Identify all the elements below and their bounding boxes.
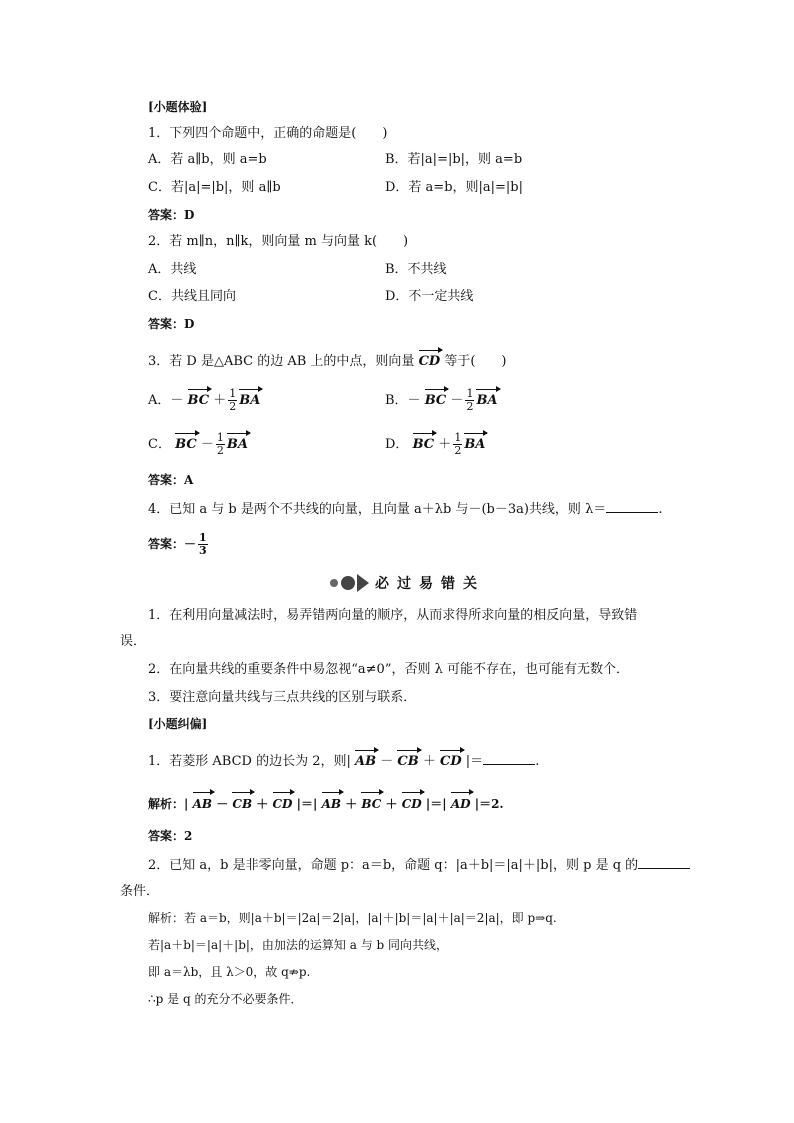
problem-1-text: 1．若菱形 ABCD 的边长为 2，则| [148,754,351,769]
option-label: D． [385,437,409,452]
answer-blank [606,500,658,513]
solution-label: 解析：| [148,797,189,811]
plus-sign: ＋ [385,797,398,811]
question-1-option-a: A．若 a∥b，则 a=b [148,152,267,167]
equals: |＝| [296,797,318,811]
question-2-option-a: A．共线 [148,262,197,277]
question-3-stem [148,352,507,370]
arrow-right-icon [357,574,369,592]
plus-sign: ＋ [213,393,227,408]
fraction-half: $\frac{1}{2}$ [216,431,224,457]
vector-cd: CD [418,354,441,369]
vector-bc: BC [424,393,447,408]
problem-2-solution-3: 即 a＝λb，且 λ＞0，故 q⇏p. [148,965,311,979]
question-4-text: 4．已知 a 与 b 是两个不共线的向量，且向量 a＋λb 与－(b－3a)共线，则 λ＝ [148,502,607,517]
question-3-option-c [148,432,248,457]
question-1-option-d: D．若 a=b，则|a|=|b| [385,180,524,195]
vector-ba: BA [226,437,248,452]
banner-title: 必过易错关 [375,576,485,592]
minus-sign: － [216,797,229,811]
dot-icon [330,579,338,587]
question-3-option-d [385,432,485,457]
note-3: 3．要注意向量共线与三点共线的区别与联系． [148,690,417,705]
note-2: 2．在向量共线的重要条件中易忽视“a≠0”，否则 λ 可能不存在，也可能有无数个． [148,662,629,677]
vector-ba: BA [476,393,498,408]
question-4-answer [148,532,210,557]
problem-2-stem [148,856,690,874]
vector-ab: AB [193,794,212,812]
vector-bc: BC [175,437,197,452]
plus-sign: ＋ [422,754,436,769]
equals: |＝| [425,797,447,811]
period: . [535,754,540,769]
vector-cb: CB [397,754,419,769]
question-1-stem: 1．下列四个命题中，正确的命题是( ) [148,126,388,141]
question-3-option-a [148,388,260,413]
option-label: B．－ [385,393,421,408]
vector-cd: CD [402,794,422,812]
fraction-one-third: $\frac{1}{3}$ [199,531,207,557]
vector-ad: AD [451,794,471,812]
fraction-half: $\frac{1}{2}$ [454,431,462,457]
option-label: C． [148,437,171,452]
problem-2-stem-end: 条件． [120,884,160,899]
problem-1-solution [148,794,504,812]
period: . [658,502,663,517]
question-1-option-c: C．若|a|=|b|，则 a∥b [148,180,281,195]
problem-2-solution-2: 若|a＋b|＝|a|＋|b|，由加法的运算知 a 与 b 同向共线， [148,938,449,952]
question-2-option-c: C．共线且同向 [148,289,236,304]
question-2-option-b: B．不共线 [385,262,447,277]
fraction-half: $\frac{1}{2}$ [466,387,474,413]
question-2-stem: 2．若 m∥n，n∥k，则向量 m 与向量 k( ) [148,234,409,249]
question-3-answer: 答案：A [148,473,194,487]
answer-blank [638,856,690,869]
problem-1-answer: 答案：2 [148,829,193,843]
question-3-option-b [385,388,498,413]
plus-sign: ＋ [438,437,452,452]
problem-2-text: 2．已知 a，b 是非零向量，命题 p：a＝b，命题 q：|a＋b|＝|a|＋|b|，则 p 是 q 的 [148,858,639,873]
problem-2-solution-4: ∴p 是 q 的充分不必要条件． [148,992,303,1006]
plus-sign: ＋ [256,797,269,811]
question-1-answer: 答案：D [148,208,195,222]
fraction-half: $\frac{1}{2}$ [229,387,237,413]
vector-cd: CD [440,754,462,769]
problem-2-solution-1: 解析：若 a＝b，则|a＋b|＝|2a|＝2|a|，|a|＋|b|＝|a|＋|a|＝2|a|，即 p⇒q. [148,911,557,925]
vector-ab: AB [322,794,341,812]
vector-bc: BC [187,393,210,408]
answer-label: 答案：－ [148,537,197,551]
plus-sign: ＋ [345,797,358,811]
vector-bc: BC [361,794,381,812]
minus-sign: － [450,393,464,408]
answer-blank [483,752,535,765]
question-4-stem [148,500,662,518]
vector-cb: CB [232,794,252,812]
equals: |＝ [465,754,484,769]
problem-1-stem [148,752,539,770]
vector-bc: BC [412,437,435,452]
vector-ab: AB [355,754,377,769]
option-label: A．－ [148,393,184,408]
note-1-line-1: 1．在利用向量减法时，易弄错两向量的顺序，从而求得所求向量的相反向量，导致错 [148,608,638,623]
question-1-option-b: B．若|a|=|b|，则 a=b [385,152,523,167]
section-header-practice: [小题体验] [148,100,208,114]
note-1-line-2: 误． [120,634,147,649]
question-2-option-d: D．不一定共线 [385,289,474,304]
question-2-answer: 答案：D [148,317,195,331]
vector-ba: BA [464,437,486,452]
question-3-stem-post: 等于( ) [444,354,507,369]
circle-icon [341,576,355,590]
section-banner [330,572,485,594]
minus-sign: － [380,754,394,769]
minus-sign: － [200,437,214,452]
section-header-correction: [小题纠偏] [148,717,208,731]
question-3-stem-text: 3．若 D 是△ABC 的边 AB 上的中点，则向量 [148,354,415,369]
vector-cd: CD [273,794,293,812]
result: |＝2. [474,797,504,811]
vector-ba: BA [239,393,261,408]
